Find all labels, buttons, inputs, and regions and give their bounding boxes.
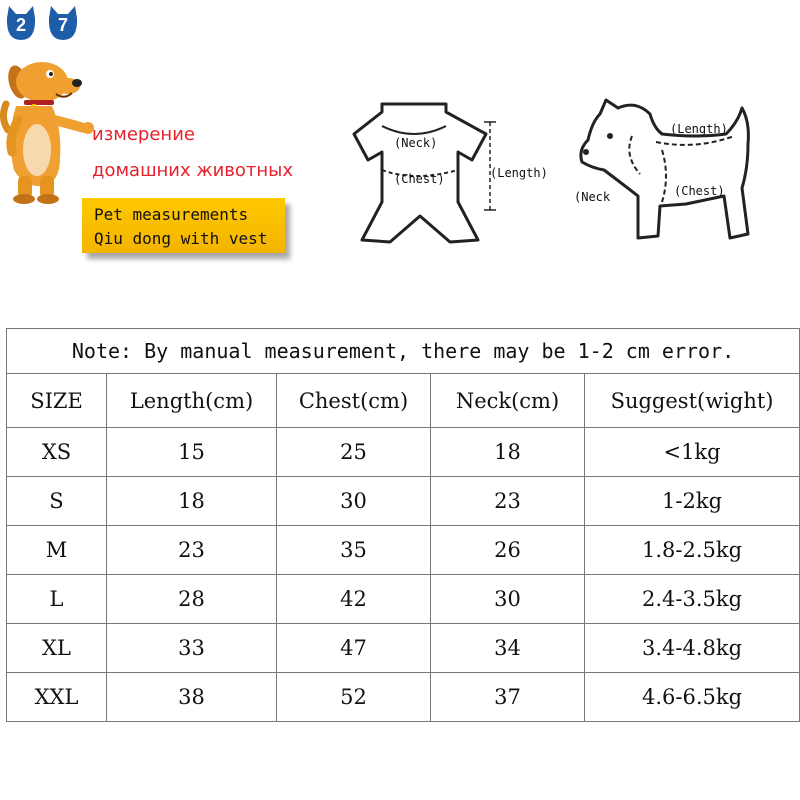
dog-length-label: (Length) xyxy=(670,122,728,136)
garment-chest-label: (Chest) xyxy=(394,172,445,186)
dog-neck-label: (Neck xyxy=(574,190,611,204)
table-row xyxy=(7,428,800,477)
dog-chest-label: (Chest) xyxy=(674,184,725,198)
cell-length: 18 xyxy=(107,477,277,526)
russian-title-line-2: домашних животных xyxy=(92,160,294,181)
cell-chest: 35 xyxy=(277,526,431,575)
cell-neck: 23 xyxy=(431,477,585,526)
cell-length: 15 xyxy=(107,428,277,477)
badge-number: 7 xyxy=(57,15,68,35)
cell-size: XXL xyxy=(7,673,107,722)
dog-outline-icon xyxy=(566,92,776,252)
cell-size: M xyxy=(7,526,107,575)
number-badge-7 xyxy=(48,6,78,40)
badge-number: 2 xyxy=(15,15,26,35)
cartoon-dog-icon xyxy=(0,58,96,208)
cell-weight: 1-2kg xyxy=(585,477,800,526)
header-suggest-weight: Suggest(wight) xyxy=(585,374,800,428)
measurement-note: Note: By manual measurement, there may be 1-2 cm error. xyxy=(7,329,800,374)
cell-weight: 4.6-6.5kg xyxy=(585,673,800,722)
cell-size: S xyxy=(7,477,107,526)
cell-neck: 37 xyxy=(431,673,585,722)
table-row xyxy=(7,575,800,624)
cell-neck: 34 xyxy=(431,624,585,673)
header-length: Length(cm) xyxy=(107,374,277,428)
cell-size: XL xyxy=(7,624,107,673)
cell-size: XS xyxy=(7,428,107,477)
cell-chest: 30 xyxy=(277,477,431,526)
cell-neck: 18 xyxy=(431,428,585,477)
cell-length: 23 xyxy=(107,526,277,575)
cell-weight: <1kg xyxy=(585,428,800,477)
cell-weight: 2.4-3.5kg xyxy=(585,575,800,624)
cell-size: L xyxy=(7,575,107,624)
cell-length: 38 xyxy=(107,673,277,722)
dog-diagram xyxy=(566,92,776,252)
garment-diagram xyxy=(338,92,558,252)
cell-weight: 3.4-4.8kg xyxy=(585,624,800,673)
cell-weight: 1.8-2.5kg xyxy=(585,526,800,575)
table-row xyxy=(7,477,800,526)
cell-chest: 25 xyxy=(277,428,431,477)
cell-neck: 30 xyxy=(431,575,585,624)
cell-chest: 42 xyxy=(277,575,431,624)
cell-chest: 52 xyxy=(277,673,431,722)
cell-length: 28 xyxy=(107,575,277,624)
cell-neck: 26 xyxy=(431,526,585,575)
vest-text: Qiu dong with vest xyxy=(94,229,268,248)
garment-neck-label: (Neck) xyxy=(394,136,438,150)
pet-measurements-text: Pet measurements xyxy=(94,205,249,224)
table-row xyxy=(7,673,800,722)
header-chest: Chest(cm) xyxy=(277,374,431,428)
pet-measurements-label-box xyxy=(82,198,285,253)
size-chart-table xyxy=(6,328,800,722)
table-row xyxy=(7,526,800,575)
header-neck: Neck(cm) xyxy=(431,374,585,428)
number-badge-2 xyxy=(6,6,36,40)
header-size: SIZE xyxy=(7,374,107,428)
garment-length-label: (Length) xyxy=(490,166,548,180)
table-header-row xyxy=(7,374,800,428)
cell-chest: 47 xyxy=(277,624,431,673)
russian-title-line-1: измерение xyxy=(92,124,195,145)
table-row xyxy=(7,624,800,673)
cell-length: 33 xyxy=(107,624,277,673)
